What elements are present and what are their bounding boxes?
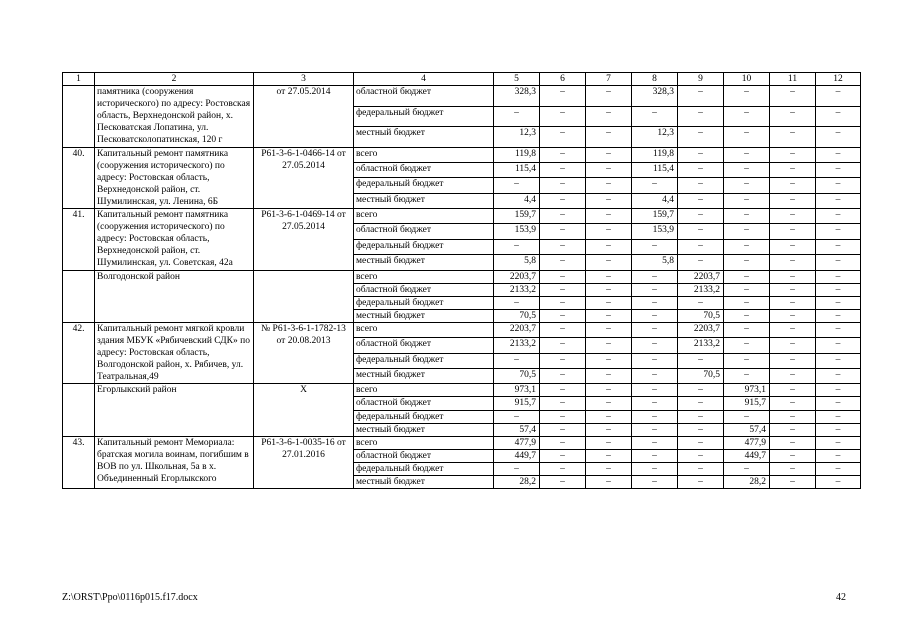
value-cell: – xyxy=(586,353,632,368)
value-cell: – xyxy=(586,127,632,148)
value-cell: – xyxy=(678,147,724,162)
value-cell: – xyxy=(770,449,816,462)
value-cell: 119,8 xyxy=(494,147,540,162)
value-cell: – xyxy=(816,239,861,254)
value-cell: – xyxy=(724,106,770,126)
budget-type: местный бюджет xyxy=(354,368,494,383)
budget-type: областной бюджет xyxy=(354,449,494,462)
value-cell: – xyxy=(540,255,586,270)
value-cell: 119,8 xyxy=(632,147,678,162)
budget-type: всего xyxy=(354,436,494,449)
value-cell: – xyxy=(678,397,724,410)
value-cell: 12,3 xyxy=(632,127,678,148)
value-cell: – xyxy=(586,209,632,224)
value-cell: – xyxy=(540,410,586,423)
value-cell: – xyxy=(724,255,770,270)
value-cell: 328,3 xyxy=(494,86,540,106)
value-cell: – xyxy=(586,162,632,177)
value-cell: – xyxy=(586,255,632,270)
budget-type: областной бюджет xyxy=(354,86,494,106)
value-cell: – xyxy=(540,270,586,283)
value-cell: 2203,7 xyxy=(678,270,724,283)
value-cell: – xyxy=(724,193,770,208)
value-cell: – xyxy=(816,86,861,106)
value-cell: – xyxy=(586,449,632,462)
value-cell: – xyxy=(540,224,586,239)
value-cell: – xyxy=(724,296,770,309)
object-name: памятника (сооружения исторического) по адресу: Ростовская область, Верхнедонской район, х. Песковатская Лопатина, ул. Песковатсколопатинская, 120 г xyxy=(95,86,254,147)
file-path: Z:\ORST\Ppo\0116p015.f17.docx xyxy=(62,592,198,603)
value-cell: – xyxy=(816,162,861,177)
value-cell: – xyxy=(540,162,586,177)
budget-type: федеральный бюджет xyxy=(354,353,494,368)
budget-type: местный бюджет xyxy=(354,309,494,322)
header-cell: 1 xyxy=(63,73,95,86)
header-cell: 10 xyxy=(724,73,770,86)
value-cell: – xyxy=(816,283,861,296)
value-cell: – xyxy=(586,147,632,162)
value-cell: – xyxy=(678,239,724,254)
value-cell: – xyxy=(632,283,678,296)
value-cell: – xyxy=(724,410,770,423)
value-cell: – xyxy=(586,410,632,423)
object-name: Егорлыкский район xyxy=(95,384,254,436)
table-row xyxy=(63,384,861,397)
value-cell: – xyxy=(816,193,861,208)
budget-type: областной бюджет xyxy=(354,338,494,353)
value-cell: – xyxy=(540,449,586,462)
value-cell: – xyxy=(540,353,586,368)
value-cell: – xyxy=(724,162,770,177)
value-cell: 2203,7 xyxy=(494,322,540,337)
value-cell: – xyxy=(770,193,816,208)
document-reference: Р61-3-6-1-0466-14 от 27.05.2014 xyxy=(254,147,354,208)
budget-type: федеральный бюджет xyxy=(354,178,494,193)
value-cell: – xyxy=(632,106,678,126)
value-cell: – xyxy=(586,397,632,410)
value-cell: – xyxy=(494,353,540,368)
value-cell: – xyxy=(632,462,678,475)
document-reference: Р61-3-6-1-0035-16 от 27.01.2016 xyxy=(254,436,354,488)
value-cell: – xyxy=(494,462,540,475)
value-cell: – xyxy=(540,239,586,254)
value-cell: – xyxy=(724,209,770,224)
value-cell: – xyxy=(586,106,632,126)
value-cell: 70,5 xyxy=(494,309,540,322)
value-cell: 449,7 xyxy=(724,449,770,462)
budget-table xyxy=(62,72,861,489)
value-cell: – xyxy=(724,224,770,239)
value-cell: – xyxy=(632,476,678,489)
value-cell: – xyxy=(770,397,816,410)
value-cell: – xyxy=(816,449,861,462)
value-cell: 159,7 xyxy=(632,209,678,224)
value-cell: – xyxy=(770,436,816,449)
value-cell: – xyxy=(770,239,816,254)
header-cell: 3 xyxy=(254,73,354,86)
value-cell: – xyxy=(816,224,861,239)
value-cell: – xyxy=(586,423,632,436)
value-cell: 70,5 xyxy=(678,309,724,322)
value-cell: – xyxy=(540,127,586,148)
value-cell: – xyxy=(540,147,586,162)
value-cell: – xyxy=(678,162,724,177)
value-cell: – xyxy=(540,368,586,383)
value-cell: – xyxy=(494,239,540,254)
value-cell: – xyxy=(770,209,816,224)
value-cell: – xyxy=(632,296,678,309)
budget-type: местный бюджет xyxy=(354,476,494,489)
table-header xyxy=(63,73,861,86)
value-cell: – xyxy=(540,338,586,353)
value-cell: – xyxy=(540,193,586,208)
document-reference: Х xyxy=(254,384,354,436)
value-cell: – xyxy=(770,147,816,162)
value-cell: 477,9 xyxy=(494,436,540,449)
budget-type: областной бюджет xyxy=(354,224,494,239)
value-cell: – xyxy=(494,178,540,193)
budget-type: местный бюджет xyxy=(354,193,494,208)
value-cell: 2203,7 xyxy=(678,322,724,337)
header-row xyxy=(63,73,861,86)
value-cell: – xyxy=(632,368,678,383)
value-cell: – xyxy=(770,178,816,193)
budget-type: федеральный бюджет xyxy=(354,296,494,309)
budget-type: всего xyxy=(354,147,494,162)
value-cell: – xyxy=(770,462,816,475)
header-cell: 9 xyxy=(678,73,724,86)
table-row xyxy=(63,209,861,224)
value-cell: – xyxy=(724,239,770,254)
budget-type: областной бюджет xyxy=(354,162,494,177)
value-cell: – xyxy=(816,436,861,449)
value-cell: – xyxy=(586,309,632,322)
value-cell: 12,3 xyxy=(494,127,540,148)
value-cell: – xyxy=(678,255,724,270)
row-number: 40. xyxy=(63,147,95,208)
value-cell: – xyxy=(816,368,861,383)
value-cell: – xyxy=(770,309,816,322)
value-cell: – xyxy=(770,127,816,148)
value-cell: – xyxy=(816,127,861,148)
object-name: Капитальный ремонт памятника (сооружения исторического) по адресу: Ростовская область, Верхнедонской район, ст. Шумилинская, ул. Советская, 42а xyxy=(95,209,254,270)
row-number: 42. xyxy=(63,322,95,383)
value-cell: – xyxy=(724,353,770,368)
value-cell: – xyxy=(724,309,770,322)
value-cell: 159,7 xyxy=(494,209,540,224)
value-cell: 915,7 xyxy=(724,397,770,410)
value-cell: – xyxy=(632,436,678,449)
value-cell: – xyxy=(678,436,724,449)
value-cell: – xyxy=(540,462,586,475)
value-cell: – xyxy=(816,410,861,423)
value-cell: – xyxy=(724,127,770,148)
value-cell: – xyxy=(586,86,632,106)
value-cell: – xyxy=(816,147,861,162)
value-cell: – xyxy=(724,462,770,475)
value-cell: – xyxy=(632,338,678,353)
budget-type: всего xyxy=(354,322,494,337)
value-cell: – xyxy=(540,86,586,106)
budget-type: всего xyxy=(354,209,494,224)
value-cell: – xyxy=(540,209,586,224)
value-cell: – xyxy=(586,283,632,296)
value-cell: – xyxy=(632,239,678,254)
value-cell: – xyxy=(816,106,861,126)
value-cell: – xyxy=(816,322,861,337)
value-cell: – xyxy=(770,224,816,239)
budget-type: местный бюджет xyxy=(354,127,494,148)
value-cell: – xyxy=(632,423,678,436)
table-row xyxy=(63,322,861,337)
header-cell: 7 xyxy=(586,73,632,86)
value-cell: – xyxy=(678,193,724,208)
value-cell: – xyxy=(678,224,724,239)
value-cell: – xyxy=(816,353,861,368)
value-cell: – xyxy=(724,322,770,337)
value-cell: – xyxy=(586,193,632,208)
value-cell: 5,8 xyxy=(494,255,540,270)
value-cell: – xyxy=(678,476,724,489)
value-cell: – xyxy=(724,338,770,353)
value-cell: – xyxy=(816,209,861,224)
value-cell: 915,7 xyxy=(494,397,540,410)
header-cell: 2 xyxy=(95,73,254,86)
value-cell: 28,2 xyxy=(494,476,540,489)
header-cell: 8 xyxy=(632,73,678,86)
value-cell: 4,4 xyxy=(494,193,540,208)
value-cell: – xyxy=(770,296,816,309)
value-cell: 70,5 xyxy=(678,368,724,383)
value-cell: – xyxy=(678,384,724,397)
object-name: Капитальный ремонт памятника (сооружения исторического) по адресу: Ростовская область, Верхнедонской район, ст. Шумилинская, ул. Ленина, 6Б xyxy=(95,147,254,208)
value-cell: – xyxy=(724,283,770,296)
budget-type: федеральный бюджет xyxy=(354,462,494,475)
value-cell: – xyxy=(586,462,632,475)
value-cell: – xyxy=(770,270,816,283)
value-cell: – xyxy=(632,397,678,410)
value-cell: – xyxy=(816,255,861,270)
value-cell: – xyxy=(678,178,724,193)
value-cell: 153,9 xyxy=(632,224,678,239)
value-cell: 2203,7 xyxy=(494,270,540,283)
value-cell: – xyxy=(724,178,770,193)
row-number xyxy=(63,270,95,322)
value-cell: – xyxy=(770,255,816,270)
budget-type: областной бюджет xyxy=(354,397,494,410)
value-cell: – xyxy=(586,296,632,309)
value-cell: 115,4 xyxy=(494,162,540,177)
object-name: Капитальный ремонт Мемориала: братская могила воинам, погибшим в ВОВ по ул. Школьная, 5а в х. Объединенный Егорлыкского xyxy=(95,436,254,488)
table-row xyxy=(63,436,861,449)
budget-type: всего xyxy=(354,384,494,397)
row-number xyxy=(63,384,95,436)
budget-type: федеральный бюджет xyxy=(354,106,494,126)
value-cell: – xyxy=(632,353,678,368)
value-cell: – xyxy=(770,368,816,383)
value-cell: – xyxy=(678,410,724,423)
header-cell: 12 xyxy=(816,73,861,86)
value-cell: – xyxy=(540,296,586,309)
value-cell: – xyxy=(540,322,586,337)
value-cell: – xyxy=(586,239,632,254)
value-cell: – xyxy=(540,106,586,126)
value-cell: – xyxy=(632,410,678,423)
row-number xyxy=(63,86,95,147)
value-cell: 973,1 xyxy=(724,384,770,397)
object-name: Капитальный ремонт мягкой кровли здания МБУК «Рябичевский СДК» по адресу: Ростовская область, Волгодонской район, х. Рябичев, ул. Театральная,49 xyxy=(95,322,254,383)
value-cell: – xyxy=(816,397,861,410)
value-cell: 153,9 xyxy=(494,224,540,239)
value-cell: – xyxy=(586,436,632,449)
value-cell: 28,2 xyxy=(724,476,770,489)
value-cell: 57,4 xyxy=(724,423,770,436)
value-cell: – xyxy=(816,270,861,283)
value-cell: – xyxy=(724,147,770,162)
value-cell: 4,4 xyxy=(632,193,678,208)
value-cell: – xyxy=(540,397,586,410)
value-cell: – xyxy=(816,338,861,353)
value-cell: – xyxy=(632,322,678,337)
value-cell: – xyxy=(632,449,678,462)
value-cell: – xyxy=(540,476,586,489)
value-cell: – xyxy=(632,178,678,193)
header-cell: 6 xyxy=(540,73,586,86)
value-cell: 57,4 xyxy=(494,423,540,436)
value-cell: – xyxy=(816,423,861,436)
value-cell: – xyxy=(770,410,816,423)
value-cell: – xyxy=(816,309,861,322)
value-cell: – xyxy=(540,384,586,397)
value-cell: – xyxy=(678,127,724,148)
table-row xyxy=(63,86,861,106)
budget-type: местный бюджет xyxy=(354,423,494,436)
value-cell: – xyxy=(678,353,724,368)
document-reference: от 27.05.2014 xyxy=(254,86,354,147)
value-cell: – xyxy=(770,283,816,296)
value-cell: – xyxy=(540,178,586,193)
document-reference: Р61-3-6-1-0469-14 от 27.05.2014 xyxy=(254,209,354,270)
page-number: 42 xyxy=(836,592,846,603)
row-number: 41. xyxy=(63,209,95,270)
value-cell: – xyxy=(770,322,816,337)
value-cell: – xyxy=(540,309,586,322)
document-reference: № Р61-3-6-1-1782-13 от 20.08.2013 xyxy=(254,322,354,383)
value-cell: – xyxy=(678,449,724,462)
value-cell: – xyxy=(816,178,861,193)
budget-type: областной бюджет xyxy=(354,283,494,296)
value-cell: – xyxy=(770,86,816,106)
value-cell: – xyxy=(770,353,816,368)
value-cell: – xyxy=(632,309,678,322)
value-cell: – xyxy=(770,423,816,436)
document-reference xyxy=(254,270,354,322)
value-cell: – xyxy=(770,476,816,489)
value-cell: 2133,2 xyxy=(494,338,540,353)
value-cell: – xyxy=(586,384,632,397)
value-cell: – xyxy=(494,106,540,126)
table-body xyxy=(63,86,861,489)
value-cell: – xyxy=(586,270,632,283)
value-cell: – xyxy=(540,423,586,436)
table-row xyxy=(63,270,861,283)
value-cell: – xyxy=(678,106,724,126)
value-cell: 477,9 xyxy=(724,436,770,449)
value-cell: – xyxy=(586,322,632,337)
value-cell: – xyxy=(494,296,540,309)
budget-type: всего xyxy=(354,270,494,283)
value-cell: – xyxy=(632,384,678,397)
value-cell: – xyxy=(678,209,724,224)
value-cell: – xyxy=(678,296,724,309)
value-cell: 2133,2 xyxy=(494,283,540,296)
value-cell: – xyxy=(770,338,816,353)
value-cell: 2133,2 xyxy=(678,283,724,296)
table-row xyxy=(63,147,861,162)
object-name: Волгодонской район xyxy=(95,270,254,322)
value-cell: – xyxy=(678,462,724,475)
value-cell: – xyxy=(724,86,770,106)
budget-type: местный бюджет xyxy=(354,255,494,270)
value-cell: 449,7 xyxy=(494,449,540,462)
budget-type: федеральный бюджет xyxy=(354,239,494,254)
header-cell: 4 xyxy=(354,73,494,86)
value-cell: – xyxy=(770,384,816,397)
value-cell: 70,5 xyxy=(494,368,540,383)
budget-type: федеральный бюджет xyxy=(354,410,494,423)
value-cell: – xyxy=(586,476,632,489)
header-cell: 5 xyxy=(494,73,540,86)
value-cell: 5,8 xyxy=(632,255,678,270)
value-cell: – xyxy=(816,384,861,397)
value-cell: – xyxy=(678,423,724,436)
value-cell: – xyxy=(816,476,861,489)
value-cell: 2133,2 xyxy=(678,338,724,353)
header-cell: 11 xyxy=(770,73,816,86)
value-cell: – xyxy=(724,270,770,283)
value-cell: – xyxy=(586,368,632,383)
value-cell: – xyxy=(816,296,861,309)
value-cell: – xyxy=(540,436,586,449)
value-cell: – xyxy=(770,106,816,126)
value-cell: – xyxy=(816,462,861,475)
value-cell: 973,1 xyxy=(494,384,540,397)
value-cell: – xyxy=(586,224,632,239)
value-cell: – xyxy=(586,178,632,193)
value-cell: – xyxy=(586,338,632,353)
value-cell: – xyxy=(678,86,724,106)
value-cell: 328,3 xyxy=(632,86,678,106)
value-cell: – xyxy=(540,283,586,296)
value-cell: 115,4 xyxy=(632,162,678,177)
value-cell: – xyxy=(724,368,770,383)
row-number: 43. xyxy=(63,436,95,488)
value-cell: – xyxy=(494,410,540,423)
value-cell: – xyxy=(632,270,678,283)
value-cell: – xyxy=(770,162,816,177)
